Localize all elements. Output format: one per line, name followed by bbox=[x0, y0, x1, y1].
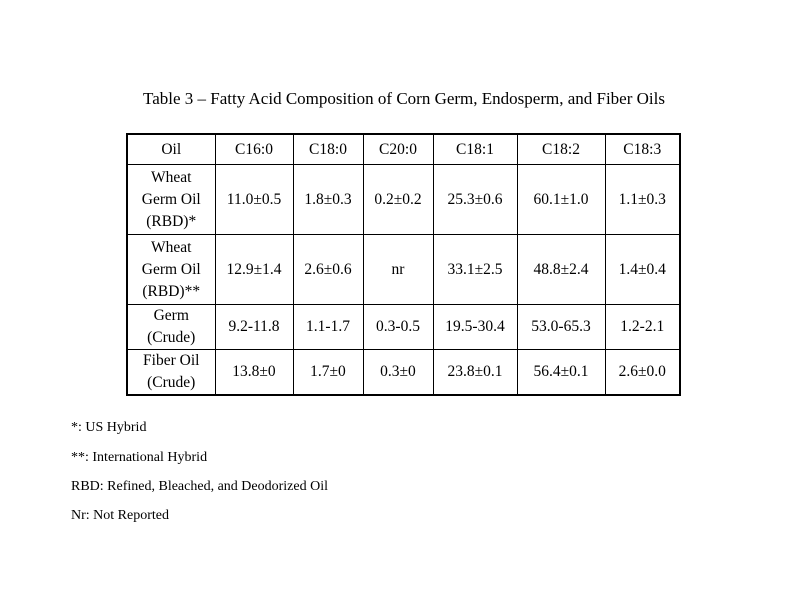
oil-name-line: Germ Oil bbox=[141, 260, 201, 278]
oil-name-line: Wheat bbox=[151, 238, 192, 256]
value-cell: 13.8±0 bbox=[215, 350, 293, 396]
column-header: C20:0 bbox=[363, 134, 433, 165]
value-cell: 60.1±1.0 bbox=[517, 165, 605, 235]
oil-name-line: (Crude) bbox=[147, 374, 196, 391]
table-row bbox=[127, 305, 680, 350]
table-row bbox=[127, 235, 680, 305]
column-header: Oil bbox=[127, 134, 215, 165]
footnote-us-hybrid: *: US Hybrid bbox=[71, 420, 147, 435]
table-row bbox=[127, 350, 680, 396]
value-cell: 23.8±0.1 bbox=[433, 350, 517, 396]
value-cell: 1.1-1.7 bbox=[293, 305, 363, 350]
value-cell: 0.3±0 bbox=[363, 350, 433, 396]
value-cell: nr bbox=[363, 235, 433, 305]
table-row bbox=[127, 165, 680, 235]
value-cell: 11.0±0.5 bbox=[215, 165, 293, 235]
table-header-row bbox=[127, 134, 680, 165]
footnote-international-hybrid: **: International Hybrid bbox=[71, 450, 208, 465]
column-header: C16:0 bbox=[215, 134, 293, 165]
oil-name-cell bbox=[127, 305, 215, 350]
oil-name-cell bbox=[127, 235, 215, 305]
value-cell: 12.9±1.4 bbox=[215, 235, 293, 305]
column-header: C18:0 bbox=[293, 134, 363, 165]
value-cell: 1.7±0 bbox=[293, 350, 363, 396]
column-header: C18:2 bbox=[517, 134, 605, 165]
value-cell: 9.2-11.8 bbox=[215, 305, 293, 350]
footnote-rbd-definition: RBD: Refined, Bleached, and Deodorized Oil bbox=[71, 479, 328, 494]
fatty-acid-table bbox=[126, 133, 681, 396]
value-cell: 1.1±0.3 bbox=[605, 165, 680, 235]
value-cell: 33.1±2.5 bbox=[433, 235, 517, 305]
oil-name-line: Germ Oil bbox=[141, 190, 201, 208]
oil-name-line: Fiber Oil bbox=[143, 352, 200, 369]
oil-name-line: (Crude) bbox=[147, 329, 196, 346]
value-cell: 48.8±2.4 bbox=[517, 235, 605, 305]
value-cell: 1.2-2.1 bbox=[605, 305, 680, 350]
value-cell: 0.3-0.5 bbox=[363, 305, 433, 350]
oil-name-cell bbox=[127, 350, 215, 396]
oil-name-line: Wheat bbox=[151, 168, 192, 186]
oil-name-line: (RBD)* bbox=[146, 212, 197, 230]
value-cell: 2.6±0.0 bbox=[605, 350, 680, 396]
value-cell: 1.8±0.3 bbox=[293, 165, 363, 235]
column-header: C18:1 bbox=[433, 134, 517, 165]
value-cell: 0.2±0.2 bbox=[363, 165, 433, 235]
oil-name-cell bbox=[127, 165, 215, 235]
oil-name-line: Germ bbox=[153, 307, 189, 324]
value-cell: 25.3±0.6 bbox=[433, 165, 517, 235]
footnote-not-reported: Nr: Not Reported bbox=[71, 508, 169, 523]
value-cell: 2.6±0.6 bbox=[293, 235, 363, 305]
table-title: Table 3 – Fatty Acid Composition of Corn Germ, Endosperm, and Fiber Oils bbox=[143, 89, 665, 108]
column-header: C18:3 bbox=[605, 134, 680, 165]
value-cell: 19.5-30.4 bbox=[433, 305, 517, 350]
oil-name-line: (RBD)** bbox=[142, 282, 201, 300]
value-cell: 53.0-65.3 bbox=[517, 305, 605, 350]
value-cell: 56.4±0.1 bbox=[517, 350, 605, 396]
value-cell: 1.4±0.4 bbox=[605, 235, 680, 305]
